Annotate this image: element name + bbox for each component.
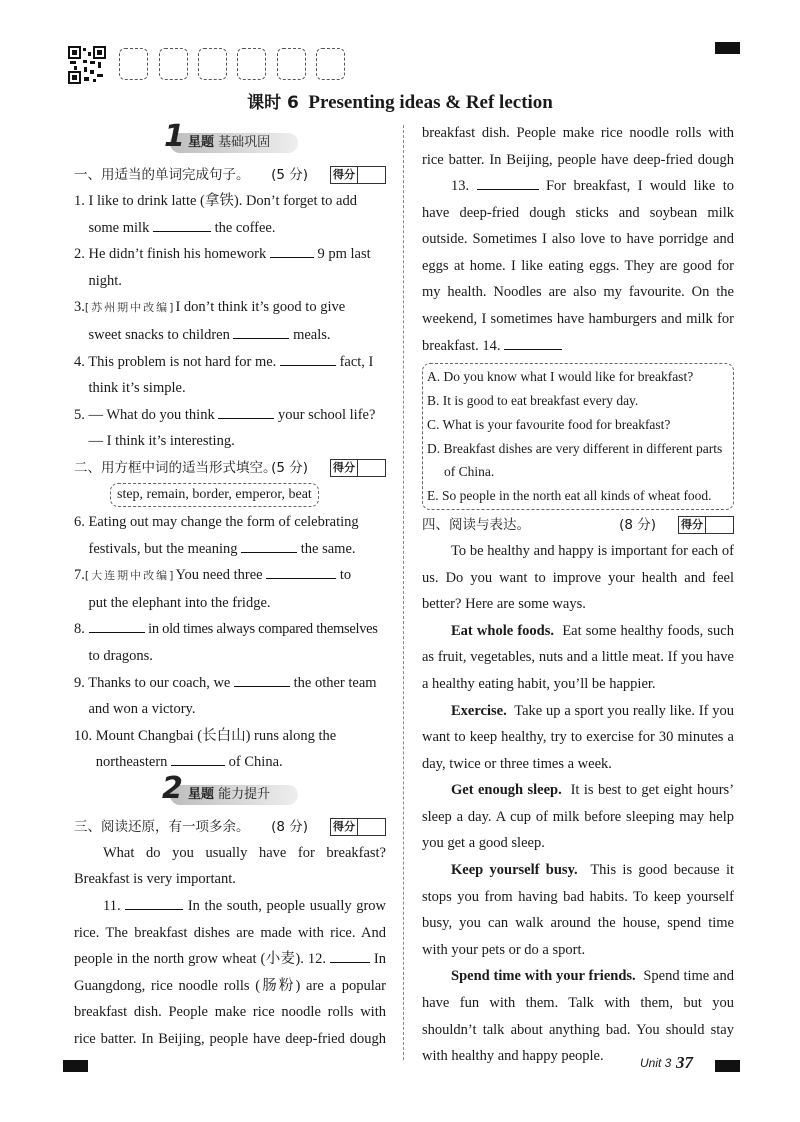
lesson-title: Presenting ideas & Ref lection (308, 92, 553, 113)
tip-5: Spend time with your friends. Spend time and have fun with them. Talk with them, but you shouldn’t talk about anything bad. You should stay with healthy and happy people. (422, 968, 734, 1065)
dashed-box (316, 48, 345, 80)
option-b: B. It is good to eat breakfast every day. (427, 392, 639, 408)
answer-blank-12[interactable] (330, 948, 370, 963)
answer-blank-14[interactable] (504, 335, 562, 350)
question-2: 2. He didn’t finish his homework 9 pm last night. (74, 241, 386, 294)
page-title (0, 88, 800, 114)
score-box: 得分 (330, 818, 386, 836)
option-c: C. What is your favourite food for breakfast? (427, 416, 671, 432)
tip-4: Keep yourself busy. This is good because it stops you from having bad habits. To keep yourself busy, you can walk around the house, spend time with your pets or do a sport. (422, 862, 735, 958)
passage-continuation (422, 120, 734, 173)
option-a: A. Do you know what I would like for breakfast? (427, 369, 694, 385)
star-banner-2: 2 星题 能力提升 (74, 776, 386, 814)
passage-paragraph: 13. For breakfast, I would like to have deep-fried dough sticks and soybean milk outside. Sometimes I also love to have porridge and eggs at home. I like eating eggs. They are good for my health. Noodles are also my favourite. On the weekend, I sometimes have hamburgers and milk for breakfast. 14. (422, 173, 734, 359)
section-1-heading: 一、用适当的单词完成句子。 (5 分) 得分 (74, 162, 386, 188)
question-5: 5. — What do you think your school life? — I think it’s interesting. (74, 402, 386, 455)
answer-blank[interactable] (266, 564, 336, 579)
tip-2: Exercise. Take up a sport you really like. If you want to keep healthy, try to exercise for 30 minutes a day, twice or three times a week. (422, 702, 735, 772)
answer-blank[interactable] (218, 404, 274, 419)
right-column (422, 120, 734, 1070)
dashed-box (198, 48, 227, 80)
options-box (422, 363, 734, 510)
dashed-box (159, 48, 188, 80)
section-3-heading: 三、阅读还原，有一项多余。 (8 分) 得分 (74, 814, 386, 840)
corner-mark (715, 42, 740, 54)
tip-1: Eat whole foods. Eat some healthy foods, such as fruit, vegetables, nuts and a little meat. If you have a healthy eating habit, you’ll be happier. (422, 622, 734, 692)
option-e: E. So people in the north eat all kinds of wheat food. (427, 488, 712, 504)
question-3: 3.[苏州期中改编]I don’t think it’s good to give sweet snacks to children meals. (74, 299, 346, 343)
answer-blank-13[interactable] (477, 175, 539, 190)
question-4: 4. This problem is not hard for me. fact, I think it’s simple. (74, 349, 386, 402)
tip-3: Get enough sleep. It is best to get eight hours’ sleep a day. A cup of milk before sleeping may help you get a good sleep. (422, 782, 735, 852)
qr-code-icon (68, 46, 106, 84)
corner-mark (715, 1060, 740, 1072)
star-banner-1: 1 星题 基础巩固 (74, 124, 386, 162)
page-number: 37 (676, 1053, 693, 1072)
dashed-box (277, 48, 306, 80)
option-d: D. Breakfast dishes are very different in different parts (427, 440, 723, 456)
answer-blank[interactable] (171, 751, 225, 766)
question-7: 7.[大连期中改编]You need three to put the elephant into the fridge. (74, 562, 386, 616)
source-tag: [苏州期中改编] (84, 301, 176, 315)
answer-blank[interactable] (153, 217, 211, 232)
answer-blank[interactable] (270, 243, 314, 258)
passage-paragraph: What do you usually have for breakfast? Breakfast is very important. (74, 844, 386, 888)
dashed-box (119, 48, 148, 80)
section-4-heading: 四、阅读与表达。 (8 分) 得分 (422, 512, 734, 538)
corner-mark (63, 1060, 88, 1072)
answer-blank-11[interactable] (125, 895, 183, 910)
left-column (74, 119, 386, 1051)
answer-blank[interactable] (234, 672, 290, 687)
question-6: 6. Eating out may change the form of celebrating festivals, but the meaning the same. (74, 513, 359, 557)
question-8: 8. in old times always compared themselves to dragons. (74, 616, 386, 669)
score-box: 得分 (330, 459, 386, 477)
question-9: 9. Thanks to our coach, we the other team and won a victory. (74, 670, 386, 723)
option-d-cont: of China. (444, 464, 495, 480)
score-box: 得分 (330, 166, 386, 184)
unit-label: Unit 3 (640, 1056, 672, 1070)
dashed-box (237, 48, 266, 80)
source-tag: [大连期中改编] (84, 569, 176, 583)
word-bank: step, remain, border, emperor, beat (110, 483, 319, 507)
question-1: 1. I like to drink latte (拿铁). Don’t forget to add some milk the coffee. (74, 193, 357, 236)
section-2-heading: 二、用方框中词的适当形式填空。 (5 分) 得分 (74, 455, 386, 481)
answer-blank[interactable] (233, 324, 289, 339)
score-box: 得分 (678, 516, 734, 534)
answer-blank[interactable] (89, 618, 145, 633)
answer-blank[interactable] (280, 351, 336, 366)
lesson-number: 课时 6 (247, 93, 299, 113)
passage-paragraph: 11. In the south, people usually grow rice. The breakfast dishes are made with rice. And people in the north grow wheat (小麦). 12. In Guangdong, rice noodle rolls (肠粉) are a popular breakfast dish. People make rice noodle rolls with rice batter. In Beijing, people have deep-fried dough (74, 893, 386, 1051)
question-10: 10. Mount Changbai (长白山) runs along the northeastern of China. (74, 727, 337, 771)
column-divider (403, 125, 404, 1060)
answer-blank[interactable] (241, 538, 297, 553)
continued-text: breakfast dish. People make rice noodle rolls with rice batter. In Beijing, people have deep-fried dough (422, 125, 734, 168)
passage-intro: To be healthy and happy is important for each of us. Do you want to improve your health and feel better? Here are some ways. (422, 542, 734, 613)
